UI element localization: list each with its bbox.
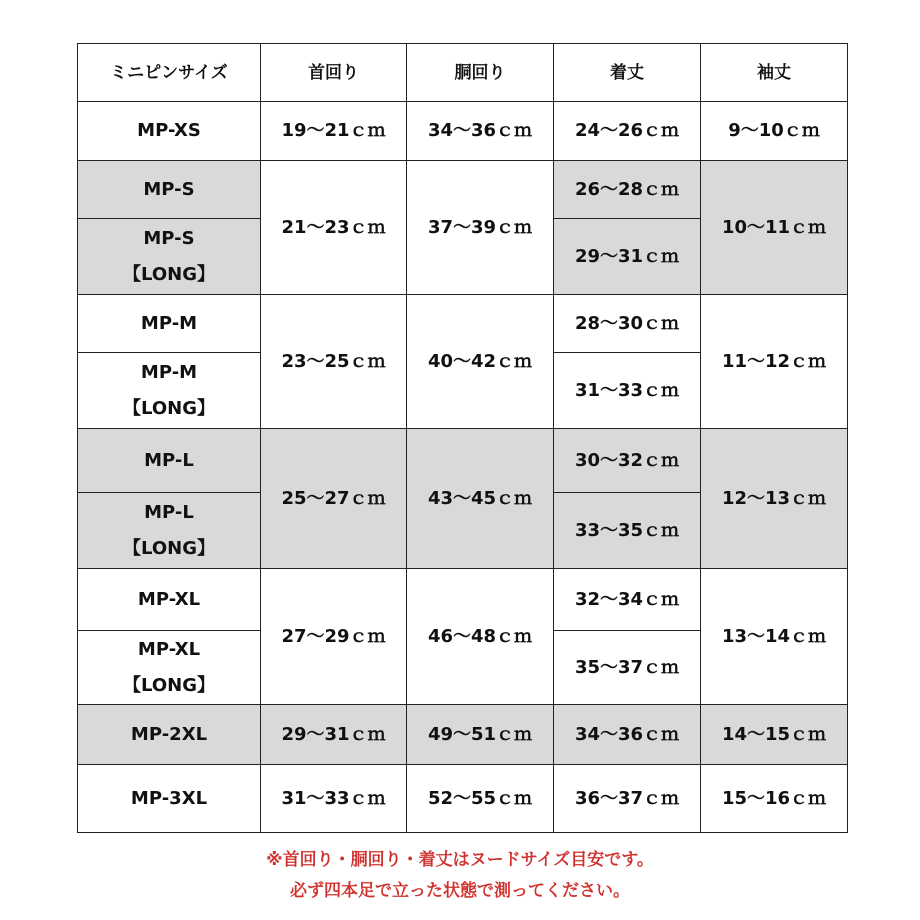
size-m-long-name: MP-M	[140, 361, 198, 383]
length-xs: 24～26ｃｍ	[554, 102, 701, 161]
length-m-long: 31～33ｃｍ	[554, 353, 701, 429]
header-size: ミニピンサイズ	[78, 44, 261, 102]
header-chest: 胴回り	[407, 44, 554, 102]
size-s-long-tag: 【LONG】	[123, 263, 215, 285]
header-length: 着丈	[554, 44, 701, 102]
size-xl-long-name: MP-XL	[137, 638, 201, 660]
size-s-long	[78, 219, 261, 295]
sleeve-xl: 13～14ｃｍ	[701, 569, 848, 705]
size-xl-long-tag: 【LONG】	[123, 674, 215, 696]
table-row	[78, 705, 848, 765]
length-2xl: 34～36ｃｍ	[554, 705, 701, 765]
table-row	[78, 765, 848, 833]
neck-2xl: 29～31ｃｍ	[261, 705, 407, 765]
table-row	[78, 295, 848, 353]
table-row	[78, 569, 848, 631]
size-2xl: MP-2XL	[78, 705, 261, 765]
sleeve-xs: 9～10ｃｍ	[701, 102, 848, 161]
length-xl: 32～34ｃｍ	[554, 569, 701, 631]
note-line-1: ※首回り・胴回り・着丈はヌードサイズ目安です。	[266, 850, 654, 870]
neck-3xl: 31～33ｃｍ	[261, 765, 407, 833]
size-3xl: MP-3XL	[78, 765, 261, 833]
size-l-long	[78, 493, 261, 569]
chest-2xl: 49～51ｃｍ	[407, 705, 554, 765]
neck-xs: 19～21ｃｍ	[261, 102, 407, 161]
size-xl-long	[78, 631, 261, 705]
sleeve-2xl: 14～15ｃｍ	[701, 705, 848, 765]
neck-xl: 27～29ｃｍ	[261, 569, 407, 705]
length-xl-long: 35～37ｃｍ	[554, 631, 701, 705]
length-l: 30～32ｃｍ	[554, 429, 701, 493]
chest-3xl: 52～55ｃｍ	[407, 765, 554, 833]
size-chart-table	[77, 43, 848, 833]
length-s-long: 29～31ｃｍ	[554, 219, 701, 295]
size-s-long-name: MP-S	[143, 227, 195, 249]
size-m-long	[78, 353, 261, 429]
table-row	[78, 429, 848, 493]
neck-m: 23～25ｃｍ	[261, 295, 407, 429]
size-m: MP-M	[78, 295, 261, 353]
size-l-long-tag: 【LONG】	[123, 537, 215, 559]
neck-l: 25～27ｃｍ	[261, 429, 407, 569]
sleeve-3xl: 15～16ｃｍ	[701, 765, 848, 833]
length-m: 28～30ｃｍ	[554, 295, 701, 353]
note-line-2: 必ず四本足で立った状態で測ってください。	[290, 881, 630, 901]
sleeve-m: 11～12ｃｍ	[701, 295, 848, 429]
chest-xs: 34～36ｃｍ	[407, 102, 554, 161]
length-3xl: 36～37ｃｍ	[554, 765, 701, 833]
chest-m: 40～42ｃｍ	[407, 295, 554, 429]
sleeve-l: 12～13ｃｍ	[701, 429, 848, 569]
table-row	[78, 161, 848, 219]
size-s: MP-S	[78, 161, 261, 219]
chest-l: 43～45ｃｍ	[407, 429, 554, 569]
header-sleeve: 袖丈	[701, 44, 848, 102]
length-l-long: 33～35ｃｍ	[554, 493, 701, 569]
neck-s: 21～23ｃｍ	[261, 161, 407, 295]
chest-xl: 46～48ｃｍ	[407, 569, 554, 705]
header-row	[78, 44, 848, 102]
size-m-long-tag: 【LONG】	[123, 397, 215, 419]
sleeve-s: 10～11ｃｍ	[701, 161, 848, 295]
header-neck: 首回り	[261, 44, 407, 102]
chest-s: 37～39ｃｍ	[407, 161, 554, 295]
size-xs: MP-XS	[78, 102, 261, 161]
table-row	[78, 102, 848, 161]
size-l-long-name: MP-L	[144, 501, 194, 523]
size-xl: MP-XL	[78, 569, 261, 631]
length-s: 26～28ｃｍ	[554, 161, 701, 219]
size-l: MP-L	[78, 429, 261, 493]
